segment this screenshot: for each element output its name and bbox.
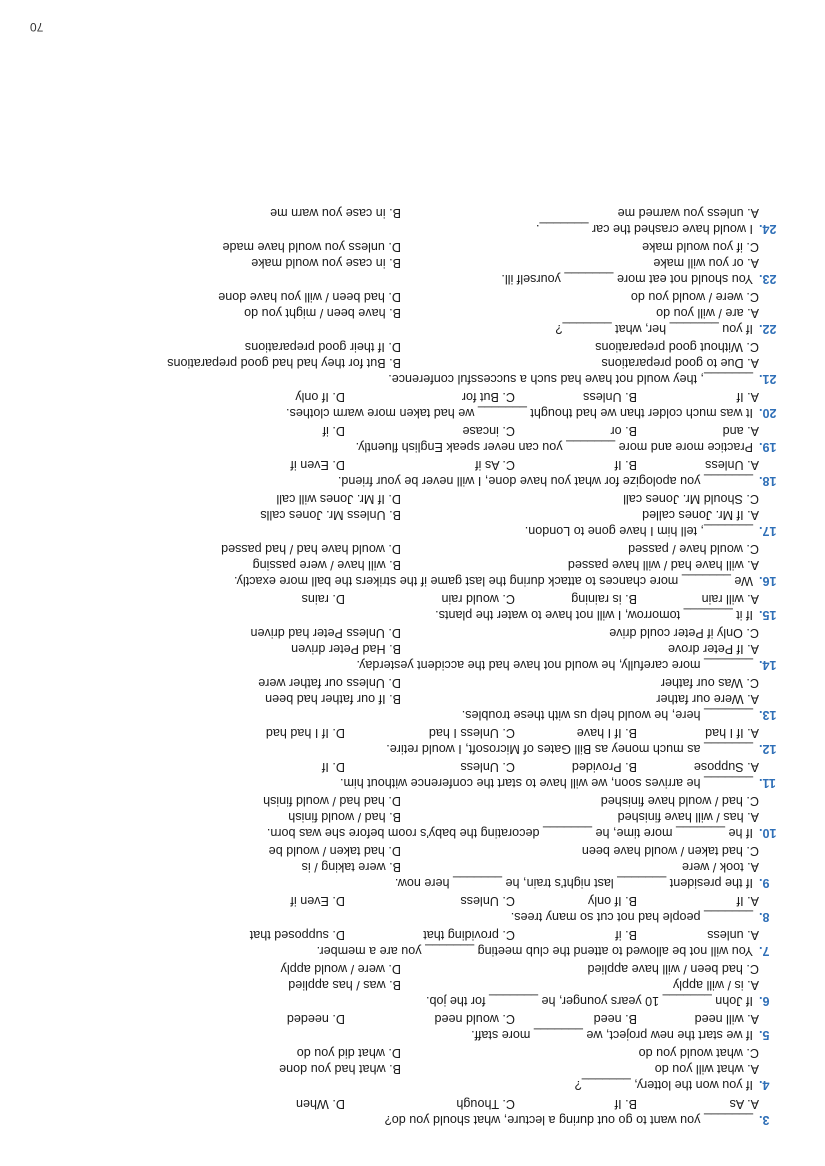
answer-option[interactable]: A. and <box>722 424 759 438</box>
answer-option[interactable]: D. what did you do <box>296 1046 401 1060</box>
question-text: _______ as much money as Bill Gates of Microsoft, I would retire. <box>386 742 753 756</box>
answer-option[interactable]: A. will rain <box>701 592 759 606</box>
question-stem <box>43 1027 783 1043</box>
answer-options <box>43 793 783 825</box>
answer-option[interactable]: C. Was our father <box>660 676 759 690</box>
option-indent <box>759 541 783 557</box>
question-24 <box>43 205 783 237</box>
answer-option[interactable]: C. would need <box>434 1012 515 1026</box>
question-number: 5. <box>759 1028 770 1042</box>
answer-option[interactable]: B. were taking / is <box>301 860 401 874</box>
option-indent <box>759 239 783 255</box>
answer-option[interactable]: B. need <box>593 1012 637 1026</box>
option-indent <box>759 793 783 809</box>
answer-option[interactable]: B. had / would finish <box>288 810 401 824</box>
answer-option[interactable]: D. were / would apply <box>280 962 401 976</box>
answer-option[interactable]: D. If their good preparations <box>244 340 401 354</box>
answer-option[interactable]: A. Suppose <box>693 760 759 774</box>
answer-options <box>43 1011 783 1027</box>
answer-options <box>43 961 783 993</box>
answer-option[interactable]: B. what had you done <box>279 1062 401 1076</box>
answer-options <box>43 457 783 473</box>
answer-option[interactable]: A. unless you warned me <box>617 206 759 220</box>
question-stem <box>43 909 783 925</box>
answer-options <box>43 843 783 875</box>
question-stem <box>43 657 783 673</box>
question-4 <box>43 1045 783 1093</box>
question-16 <box>43 541 783 589</box>
option-indent <box>759 675 783 691</box>
answer-option[interactable]: B. If our father had been <box>265 692 401 706</box>
answer-option[interactable]: C. providing that <box>423 928 515 942</box>
question-stem <box>43 1077 783 1093</box>
answer-option[interactable]: A. took / were <box>682 860 759 874</box>
question-stem <box>43 707 783 723</box>
answer-option[interactable]: B. is raining <box>571 592 637 606</box>
answer-option[interactable]: C. Unless <box>460 894 515 908</box>
answer-option[interactable]: B. in case you warn me <box>270 206 401 220</box>
question-number: 12. <box>759 742 777 756</box>
answer-option[interactable]: B. in case you would make <box>251 256 401 270</box>
option-indent <box>759 205 783 221</box>
question-stem <box>43 943 783 959</box>
question-stem <box>43 1112 783 1128</box>
answer-option[interactable]: D. had been / will you have done <box>218 290 401 304</box>
answer-option[interactable]: B. Provided <box>571 760 637 774</box>
question-number: 17. <box>759 524 777 538</box>
question-text: _______, tell him I have gone to London. <box>524 524 753 538</box>
answer-options <box>43 289 783 321</box>
option-indent <box>759 1096 783 1112</box>
answer-option[interactable]: D. If Mr. Jones will call <box>276 492 401 506</box>
option-indent <box>759 691 783 707</box>
option-indent <box>759 1045 783 1061</box>
question-text: If you _______ her, what _______? <box>555 322 753 336</box>
question-text: We _______ more chances to attack during the last game if the strikers the ball more exactly. <box>234 574 753 588</box>
question-7 <box>43 927 783 959</box>
answer-option[interactable]: D. unless you would have made <box>222 240 401 254</box>
option-indent <box>759 355 783 371</box>
option-indent <box>759 591 783 607</box>
answer-option[interactable]: C. As if <box>475 458 515 472</box>
answer-option[interactable]: B. If I have <box>576 726 637 740</box>
answer-option[interactable]: A. As <box>729 1097 759 1111</box>
answer-option[interactable]: C. incase <box>462 424 515 438</box>
question-stem <box>43 523 783 539</box>
answer-option[interactable]: C. had taken / would have been <box>581 844 759 858</box>
answer-option[interactable]: C. had been / will have applied <box>587 962 759 976</box>
answer-option[interactable]: A. If <box>736 894 759 908</box>
option-indent <box>759 961 783 977</box>
question-15 <box>43 591 783 623</box>
question-stem <box>43 405 783 421</box>
question-number: 8. <box>759 910 770 924</box>
answer-option[interactable]: A. are / will you do <box>656 306 759 320</box>
answer-option[interactable]: D. would have had / had passed <box>221 542 401 556</box>
question-19 <box>43 423 783 455</box>
question-18 <box>43 457 783 489</box>
question-number: 6. <box>759 994 770 1008</box>
question-text: _______ you want to go out during a lecture, what should you do? <box>384 1113 753 1127</box>
option-indent <box>759 389 783 405</box>
answer-option[interactable]: C. Only if Peter could drive <box>609 626 759 640</box>
question-number: 16. <box>759 574 777 588</box>
question-text: I would have crashed the car _______. <box>535 222 753 236</box>
question-stem <box>43 473 783 489</box>
answer-option[interactable]: D. If <box>321 760 345 774</box>
question-stem <box>43 875 783 891</box>
answer-option[interactable]: A. Unless <box>705 458 759 472</box>
question-list <box>43 203 783 1128</box>
answer-options <box>43 239 783 271</box>
option-indent <box>759 423 783 439</box>
question-number: 21. <box>759 372 777 386</box>
answer-option[interactable]: A. will have had / will have passed <box>567 558 759 572</box>
option-indent <box>759 557 783 573</box>
answer-option[interactable]: A. Were our father <box>656 692 759 706</box>
answer-option[interactable]: B. was / has applied <box>288 978 401 992</box>
question-stem <box>43 221 783 237</box>
answer-option[interactable]: C. would have / passed <box>628 542 759 556</box>
answer-option[interactable]: A. If I had <box>705 726 759 740</box>
answer-option[interactable]: D. had taken / would be <box>268 844 401 858</box>
answer-option[interactable]: B. But for they had had good preparations <box>167 356 401 370</box>
answer-options <box>43 423 783 439</box>
answer-option[interactable]: A. unless <box>707 928 759 942</box>
option-indent <box>759 1061 783 1077</box>
question-10 <box>43 793 783 841</box>
option-indent <box>759 843 783 859</box>
answer-option[interactable]: B. if <box>615 928 637 942</box>
question-text: _______ more carefully, he would not have had the accident yesterday. <box>356 658 753 672</box>
question-text: _______ you apologize for what you have done, I will never be your friend. <box>337 474 753 488</box>
question-number: 4. <box>759 1078 770 1092</box>
question-number: 10. <box>759 826 777 840</box>
question-stem <box>43 775 783 791</box>
answer-option[interactable]: B. will have / were passing <box>252 558 401 572</box>
question-stem <box>43 825 783 841</box>
question-number: 15. <box>759 608 777 622</box>
answer-option[interactable]: C. would rain <box>441 592 515 606</box>
question-3 <box>43 1096 783 1128</box>
question-11 <box>43 759 783 791</box>
option-indent <box>759 289 783 305</box>
answer-option[interactable]: A. If Mr. Jones called <box>642 508 759 522</box>
answer-option[interactable]: B. Had Peter driven <box>291 642 401 656</box>
question-21 <box>43 339 783 387</box>
answer-options <box>43 491 783 523</box>
question-number: 7. <box>759 944 770 958</box>
question-number: 14. <box>759 658 777 672</box>
question-stem <box>43 993 783 1009</box>
option-indent <box>759 893 783 909</box>
question-number: 20. <box>759 406 777 420</box>
answer-option[interactable]: D. If I had had <box>265 726 345 740</box>
question-number: 3. <box>759 1113 770 1127</box>
answer-options <box>43 205 783 221</box>
question-number: 11. <box>759 776 776 790</box>
answer-option[interactable]: B. or <box>610 424 637 438</box>
option-indent <box>759 625 783 641</box>
question-text: If we start the new project, we _______ more staff. <box>471 1028 753 1042</box>
answer-options <box>43 625 783 657</box>
question-20 <box>43 389 783 421</box>
answer-option[interactable]: D. needed <box>286 1012 345 1026</box>
question-stem <box>43 271 783 287</box>
answer-options <box>43 339 783 371</box>
answer-option[interactable]: D. had had / would finish <box>263 794 401 808</box>
question-stem <box>43 439 783 455</box>
question-stem <box>43 607 783 623</box>
question-12 <box>43 725 783 757</box>
question-text: You will not be allowed to attend the club meeting _______ you are a member. <box>316 944 753 958</box>
answer-options <box>43 759 783 775</box>
question-number: 18. <box>759 474 777 488</box>
answer-option[interactable]: C. were / would you do <box>630 290 759 304</box>
question-text: If it _______ tomorrow, I will not have to water the plants. <box>435 608 753 622</box>
question-6 <box>43 961 783 1009</box>
answer-option[interactable]: D. Unless our father were <box>258 676 401 690</box>
question-17 <box>43 491 783 539</box>
question-text: It was much colder than we had thought _______ we had taken more warm clothes. <box>286 406 753 420</box>
question-stem <box>43 741 783 757</box>
option-indent <box>759 977 783 993</box>
question-14 <box>43 625 783 673</box>
option-indent <box>759 809 783 825</box>
question-9 <box>43 843 783 891</box>
answer-option[interactable]: B. If only <box>588 894 637 908</box>
answer-option[interactable]: B. If <box>614 1097 637 1111</box>
option-indent <box>759 457 783 473</box>
answer-option[interactable]: C. if you would make <box>642 240 759 254</box>
answer-options <box>43 893 783 909</box>
option-indent <box>759 859 783 875</box>
answer-option[interactable]: C. Unless I had <box>428 726 515 740</box>
answer-options <box>43 1045 783 1077</box>
question-number: 23. <box>759 272 777 286</box>
question-number: 24. <box>759 222 777 236</box>
question-text: If the president _______ last night's train, he _______ here now. <box>394 876 753 890</box>
answer-option[interactable]: B. If <box>614 458 637 472</box>
answer-option[interactable]: A. Due to good preparations <box>601 356 759 370</box>
answer-option[interactable]: D. When <box>296 1097 345 1111</box>
answer-option[interactable]: A. or you will make <box>653 256 759 270</box>
option-indent <box>759 491 783 507</box>
question-text: _______ here, he would help us with these troubles. <box>461 708 753 722</box>
answer-option[interactable]: B. Unless Mr. Jones calls <box>260 508 401 522</box>
answer-option[interactable]: B. have been / might you do <box>244 306 401 320</box>
question-number: 19. <box>759 440 777 454</box>
question-stem <box>43 371 783 387</box>
answer-option[interactable]: C. Unless <box>460 760 515 774</box>
option-indent <box>759 927 783 943</box>
answer-options <box>43 389 783 405</box>
option-indent <box>759 759 783 775</box>
answer-option[interactable]: B. Unless <box>583 390 637 404</box>
answer-option[interactable]: A. has / will have finished <box>617 810 759 824</box>
question-text: _______ people had not cut so many trees. <box>510 910 753 924</box>
question-text: If you won the lottery, _______? <box>574 1078 753 1092</box>
question-number: 22. <box>759 322 777 336</box>
question-23 <box>43 239 783 287</box>
answer-option[interactable]: D. If only <box>295 390 345 404</box>
answer-option[interactable]: C. Without good preparations <box>595 340 759 354</box>
answer-option[interactable]: D. rains <box>301 592 345 606</box>
answer-option[interactable]: A. If Peter drove <box>668 642 759 656</box>
answer-option[interactable]: C. Should Mr. Jones call <box>623 492 759 506</box>
answer-options <box>43 591 783 607</box>
question-number: 9. <box>759 876 770 890</box>
question-text: Practice more and more _______ you can never speak English fluently. <box>355 440 753 454</box>
answer-option[interactable]: D. Even if <box>290 894 345 908</box>
answer-option[interactable]: D. supposed that <box>249 928 345 942</box>
answer-option[interactable]: D. if <box>322 424 345 438</box>
question-13 <box>43 675 783 723</box>
question-stem <box>43 321 783 337</box>
answer-option[interactable]: C. had / would have finished <box>600 794 759 808</box>
answer-options <box>43 927 783 943</box>
option-indent <box>759 641 783 657</box>
question-text: If he _______ more time, he _______ decorating the baby's room before she was born. <box>266 826 753 840</box>
question-8 <box>43 893 783 925</box>
answer-option[interactable]: C. what would you do <box>638 1046 759 1060</box>
answer-option[interactable]: A. what will you do <box>654 1062 759 1076</box>
answer-option[interactable]: C. But for <box>461 390 515 404</box>
option-indent <box>759 255 783 271</box>
question-text: If John _______ 10 years younger, he _______ for the job. <box>426 994 753 1008</box>
answer-option[interactable]: A. will need <box>694 1012 759 1026</box>
option-indent <box>759 1011 783 1027</box>
question-5 <box>43 1011 783 1043</box>
option-indent <box>759 305 783 321</box>
option-indent <box>759 339 783 355</box>
answer-options <box>43 675 783 707</box>
option-indent <box>759 507 783 523</box>
answer-option[interactable]: A. If <box>736 390 759 404</box>
answer-options <box>43 725 783 741</box>
answer-option[interactable]: D. Even if <box>290 458 345 472</box>
option-indent <box>759 725 783 741</box>
answer-option[interactable]: C. Though <box>456 1097 515 1111</box>
question-stem <box>43 573 783 589</box>
question-number: 13. <box>759 708 777 722</box>
question-22 <box>43 289 783 337</box>
answer-option[interactable]: D. Unless Peter had driven <box>250 626 401 640</box>
question-text: _______, they would not have had such a successful conference. <box>388 372 753 386</box>
question-text: _______ he arrives soon, we will have to start the conference without him. <box>339 776 753 790</box>
question-text: You should not eat more _______ yourself ill. <box>501 272 753 286</box>
answer-option[interactable]: A. is / will apply <box>672 978 759 992</box>
answer-options <box>43 541 783 573</box>
answer-options <box>43 1096 783 1112</box>
page-number: 70 <box>30 20 44 34</box>
